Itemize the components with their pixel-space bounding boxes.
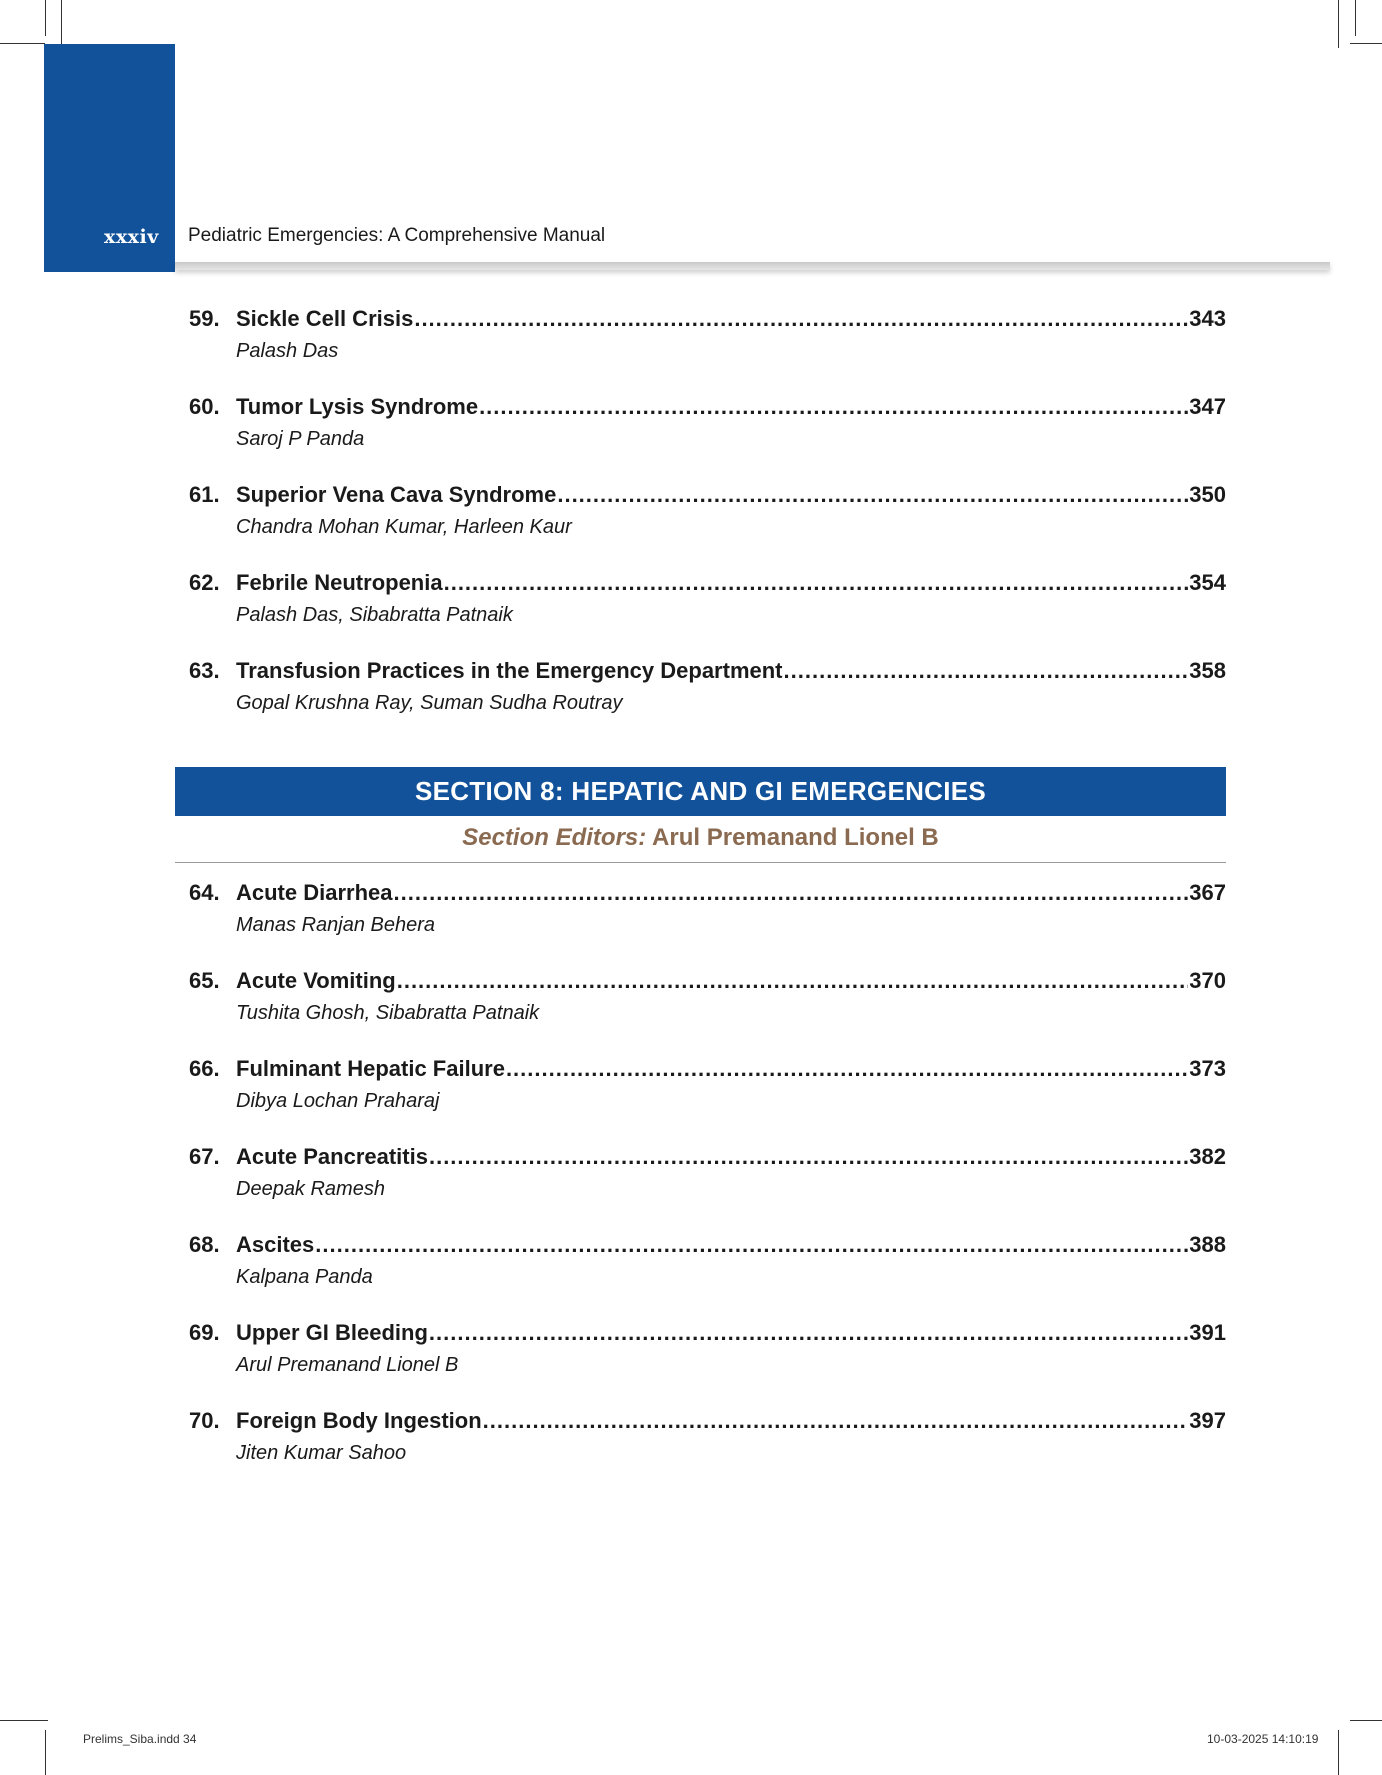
chapter-title: Tumor Lysis Syndrome (236, 394, 479, 419)
dot-leader (414, 306, 1188, 332)
chapter-number: 70. (189, 1408, 220, 1433)
chapter-title: Transfusion Practices in the Emergency Department (236, 658, 783, 683)
page-ref: 382 (1189, 1144, 1226, 1169)
chapter-number: 65. (189, 968, 220, 993)
page-ref: 388 (1189, 1232, 1226, 1257)
chapter-authors: Palash Das, Sibabratta Patnaik (236, 604, 513, 626)
dot-leader (557, 482, 1188, 508)
crop-mark (45, 0, 46, 36)
toc-entry (0, 880, 1382, 958)
chapter-title: Acute Diarrhea (236, 880, 393, 905)
chapter-title: Fulminant Hepatic Failure (236, 1056, 505, 1081)
section-banner: SECTION 8: HEPATIC AND GI EMERGENCIES (175, 767, 1226, 816)
chapter-number: 61. (189, 482, 220, 507)
chapter-authors: Tushita Ghosh, Sibabratta Patnaik (236, 1002, 540, 1024)
dot-leader (483, 1408, 1189, 1434)
crop-mark (45, 1730, 46, 1775)
running-title: Pediatric Emergencies: A Comprehensive Manual (188, 225, 606, 246)
dot-leader (394, 880, 1189, 906)
page-ref: 391 (1189, 1320, 1226, 1345)
chapter-number: 64. (189, 880, 220, 905)
chapter-title: Febrile Neutropenia (236, 570, 443, 595)
chapter-authors: Gopal Krushna Ray, Suman Sudha Routray (236, 692, 623, 714)
crop-mark (1355, 0, 1356, 36)
toc-entry (0, 1056, 1382, 1134)
chapter-authors: Chandra Mohan Kumar, Harleen Kaur (236, 516, 572, 538)
toc-entry (0, 658, 1382, 736)
dot-leader (784, 658, 1189, 684)
page-ref: 354 (1189, 570, 1226, 595)
chapter-title: Ascites (236, 1232, 315, 1257)
crop-mark (1338, 0, 1339, 48)
chapter-number: 62. (189, 570, 220, 595)
chapter-number: 68. (189, 1232, 220, 1257)
dot-leader (315, 1232, 1188, 1258)
chapter-authors: Jiten Kumar Sahoo (236, 1442, 407, 1464)
toc-entry (0, 570, 1382, 648)
toc-entry (0, 1144, 1382, 1222)
chapter-number: 66. (189, 1056, 220, 1081)
page-ref: 350 (1189, 482, 1226, 507)
page-ref: 358 (1189, 658, 1226, 683)
chapter-number: 69. (189, 1320, 220, 1345)
dot-leader (397, 968, 1189, 994)
chapter-number: 59. (189, 306, 220, 331)
slug-timestamp: 10-03-2025 14:10:19 (1207, 1732, 1319, 1746)
chapter-authors: Saroj P Panda (236, 428, 365, 450)
chapter-title: Acute Vomiting (236, 968, 396, 993)
toc-entry (0, 482, 1382, 560)
chapter-authors: Deepak Ramesh (236, 1178, 385, 1200)
chapter-authors: Palash Das (236, 340, 339, 362)
chapter-title: Sickle Cell Crisis (236, 306, 414, 331)
toc-entry (0, 1408, 1382, 1486)
page-ref: 367 (1189, 880, 1226, 905)
chapter-title: Foreign Body Ingestion (236, 1408, 482, 1433)
section-rule (175, 862, 1226, 863)
crop-mark (1350, 1720, 1382, 1721)
section-editors-label: Section Editors: (462, 824, 647, 851)
slug-file: Prelims_Siba.indd 34 (83, 1732, 197, 1746)
header-rule (175, 262, 1330, 270)
page-ref: 343 (1189, 306, 1226, 331)
dot-leader (479, 394, 1188, 420)
page-ref: 347 (1189, 394, 1226, 419)
page-number: xxxiv (104, 226, 159, 248)
toc-entry (0, 968, 1382, 1046)
section-editors (175, 824, 1226, 852)
crop-mark (0, 1720, 48, 1721)
section-editors-names: Arul Premanand Lionel B (652, 824, 939, 851)
toc-entry (0, 1232, 1382, 1310)
chapter-authors: Manas Ranjan Behera (236, 914, 436, 936)
crop-mark (61, 0, 62, 48)
chapter-number: 60. (189, 394, 220, 419)
dot-leader (444, 570, 1189, 596)
crop-mark (0, 43, 45, 44)
dot-leader (429, 1320, 1188, 1346)
page-ref: 370 (1189, 968, 1226, 993)
toc-entry (0, 1320, 1382, 1398)
chapter-title: Acute Pancreatitis (236, 1144, 428, 1169)
toc-entry (0, 394, 1382, 472)
chapter-authors: Kalpana Panda (236, 1266, 373, 1288)
crop-mark (1338, 1730, 1339, 1775)
toc-entry (0, 306, 1382, 384)
chapter-authors: Arul Premanand Lionel B (236, 1354, 459, 1376)
dot-leader (429, 1144, 1188, 1170)
crop-mark (1350, 43, 1382, 44)
chapter-number: 63. (189, 658, 220, 683)
chapter-number: 67. (189, 1144, 220, 1169)
chapter-title: Superior Vena Cava Syndrome (236, 482, 557, 507)
chapter-title: Upper GI Bleeding (236, 1320, 428, 1345)
page-ref: 397 (1189, 1408, 1226, 1433)
dot-leader (506, 1056, 1188, 1082)
page-ref: 373 (1189, 1056, 1226, 1081)
chapter-authors: Dibya Lochan Praharaj (236, 1090, 440, 1112)
